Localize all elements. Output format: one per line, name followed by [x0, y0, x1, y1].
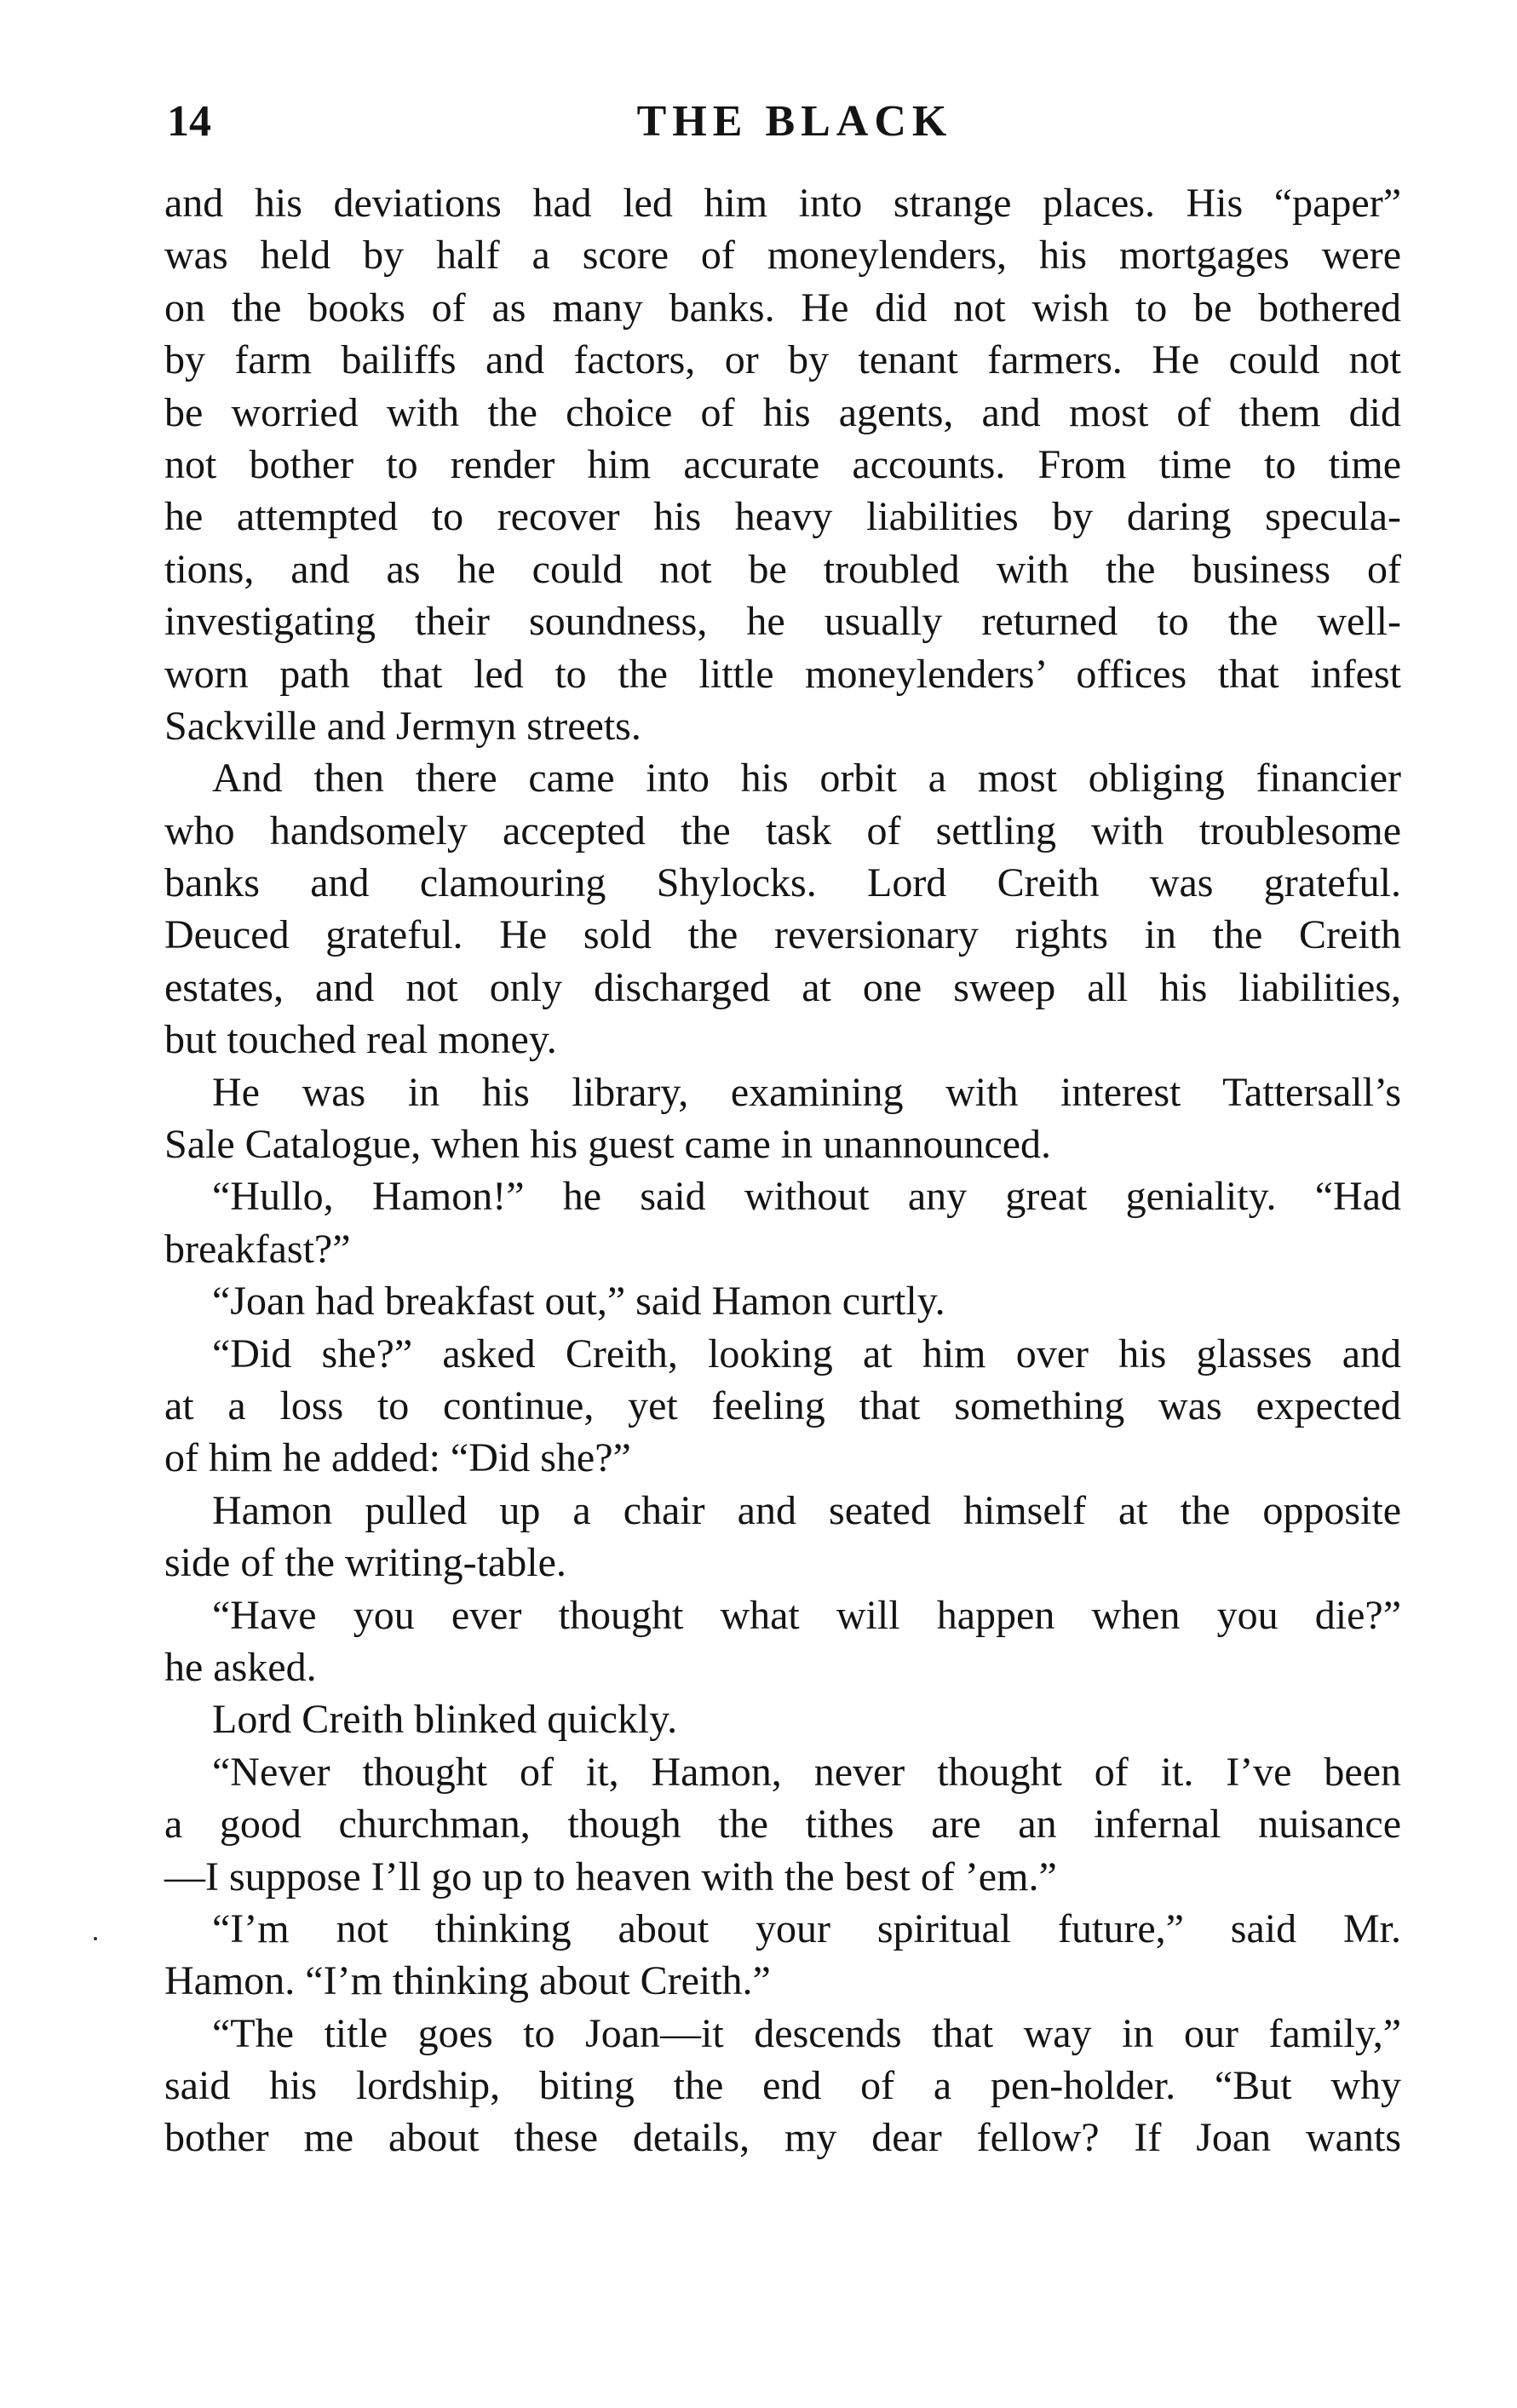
- text-line: who handsomely accepted the task of settling with troublesome: [164, 807, 1401, 853]
- text-line: Lord Creith blinked quickly.: [212, 1697, 678, 1743]
- text-line: banks and clamouring Shylocks. Lord Creith was grateful.: [164, 860, 1401, 906]
- text-line: “I’m not thinking about your spiritual future,” said Mr.: [212, 1905, 1401, 1951]
- text-line: He was in his library, examining with interest Tattersall’s: [212, 1069, 1401, 1115]
- text-line: on the books of as many banks. He did not wish to be bothered: [164, 284, 1401, 330]
- text-line: and his deviations had led him into strange places. His “paper”: [164, 181, 1401, 226]
- text-line: breakfast?”: [164, 1226, 351, 1272]
- text-line: tions, and as he could not be troubled with the business of: [164, 546, 1401, 592]
- text-line: not bother to render him accurate accounts. From time to time: [164, 441, 1401, 487]
- text-line: said his lordship, biting the end of a pen-holder. “But why: [164, 2063, 1401, 2109]
- text-line: Hamon pulled up a chair and seated himself at the opposite: [212, 1487, 1401, 1533]
- text-line: estates, and not only discharged at one sweep all his liabilities,: [164, 964, 1401, 1010]
- text-line: —I suppose I’ll go up to heaven with the best of ’em.”: [164, 1853, 1057, 1899]
- text-line: side of the writing-table.: [164, 1540, 566, 1586]
- text-line: Deuced grateful. He sold the reversionary rights in the Creith: [164, 912, 1401, 958]
- text-line: be worried with the choice of his agents, and most of them did: [164, 389, 1401, 435]
- running-head: [167, 92, 1402, 152]
- text-line: “The title goes to Joan—it descends that way in our family,”: [212, 2010, 1401, 2056]
- print-speck: [94, 1937, 97, 1940]
- text-line: Sackville and Jermyn streets.: [164, 703, 641, 749]
- text-line: worn path that led to the little moneylenders’ offices that infest: [164, 651, 1401, 697]
- text-line: but touched real money.: [164, 1017, 557, 1063]
- text-line: “Never thought of it, Hamon, never thought of it. I’ve been: [212, 1749, 1401, 1795]
- text-line: “Did she?” asked Creith, looking at him over his glasses and: [212, 1330, 1401, 1376]
- text-line: by farm bailiffs and factors, or by tenant farmers. He could not: [164, 337, 1401, 383]
- body-text: [164, 177, 1401, 2164]
- text-line: Hamon. “I’m thinking about Creith.”: [164, 1958, 771, 2004]
- text-line: a good churchman, though the tithes are an infernal nuisance: [164, 1802, 1401, 1848]
- text-line: “Have you ever thought what will happen when you die?”: [212, 1592, 1401, 1638]
- text-line: of him he added: “Did she?”: [164, 1435, 631, 1481]
- text-line: at a loss to continue, yet feeling that something was expected: [164, 1382, 1401, 1428]
- text-line: investigating their soundness, he usually returned to the well-: [164, 599, 1401, 645]
- text-line: was held by half a score of moneylenders, his mortgages were: [164, 233, 1401, 279]
- text-line: he asked.: [164, 1644, 317, 1690]
- text-line: bother me about these details, my dear fellow? If Joan wants: [164, 2115, 1401, 2161]
- text-line: “Hullo, Hamon!” he said without any great geniality. “Had: [212, 1174, 1401, 1220]
- text-line: he attempted to recover his heavy liabilities by daring specula-: [164, 494, 1401, 540]
- text-line: Sale Catalogue, when his guest came in unannounced.: [164, 1122, 1052, 1168]
- running-title: THE BLACK: [636, 97, 953, 146]
- text-line: And then there came into his orbit a most obliging financier: [212, 756, 1401, 802]
- text-line: “Joan had breakfast out,” said Hamon curtly.: [212, 1279, 945, 1325]
- page-number: 14: [167, 97, 211, 146]
